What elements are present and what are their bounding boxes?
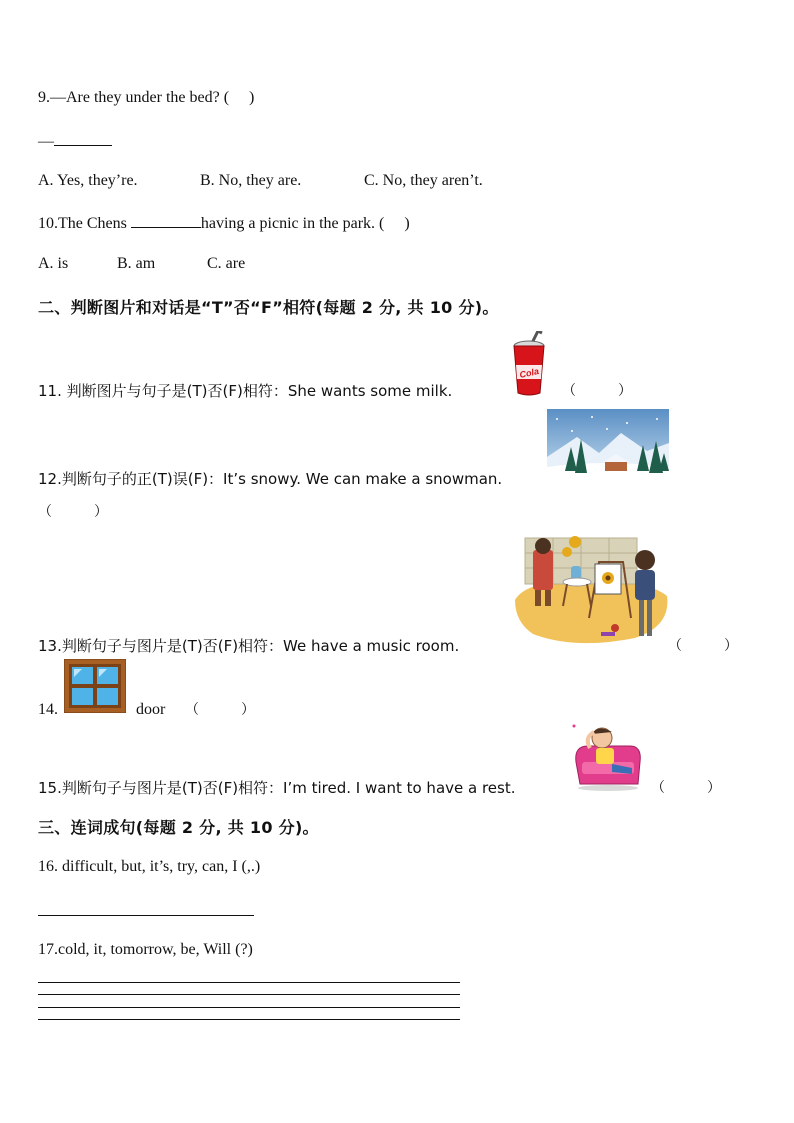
resting-boy-image bbox=[568, 722, 644, 792]
q17-answer-line-2[interactable] bbox=[38, 994, 460, 995]
q10-suffix: having a picnic in the park. ( ) bbox=[200, 215, 410, 232]
q10-option-c: C. are bbox=[207, 255, 246, 272]
q10-prefix: 10.The Chens bbox=[38, 215, 131, 232]
q12-text: 12.判断句子的正(T)误(F)：It’s snowy. We can make a snowman. bbox=[38, 470, 503, 488]
q9-answer-dash: — bbox=[38, 133, 54, 150]
q10-question bbox=[38, 213, 410, 234]
q10-option-b: B. am bbox=[117, 255, 156, 272]
q17-answer-line-1[interactable] bbox=[38, 982, 460, 983]
q17-answer-line-4[interactable] bbox=[38, 1019, 460, 1020]
q12-answer-paren[interactable]: （ ） bbox=[38, 504, 108, 520]
q10-option-a: A. is bbox=[38, 255, 69, 272]
section-2-heading: 二、判断图片和对话是“T”否“F”相符(每题 2 分, 共 10 分)。 bbox=[38, 298, 499, 317]
q16-text: 16. difficult, but, it’s, try, can, I (,.) bbox=[38, 858, 261, 875]
q16-answer-line[interactable] bbox=[38, 915, 254, 916]
q9-option-c: C. No, they aren’t. bbox=[364, 172, 483, 189]
q9-option-b: B. No, they are. bbox=[200, 172, 302, 189]
section-3-heading: 三、连词成句(每题 2 分, 共 10 分)。 bbox=[38, 818, 319, 837]
q17-text: 17.cold, it, tomorrow, be, Will (?) bbox=[38, 941, 253, 958]
window-icon bbox=[64, 659, 126, 713]
q9-answer-line[interactable] bbox=[38, 131, 112, 152]
q9-option-a: A. Yes, they’re. bbox=[38, 172, 138, 189]
q14-word: door bbox=[136, 701, 166, 718]
q11-answer-paren[interactable]: （ ） bbox=[562, 383, 632, 399]
q15-text: 15.判断句子与图片是(T)否(F)相符：I’m tired. I want to have a rest. bbox=[38, 779, 516, 797]
q9-answer-blank[interactable] bbox=[54, 131, 112, 146]
q15-answer-paren[interactable]: （ ） bbox=[651, 780, 721, 796]
q17-answer-line-3[interactable] bbox=[38, 1007, 460, 1008]
art-room-image bbox=[515, 530, 671, 652]
q13-text: 13.判断句子与图片是(T)否(F)相符：We have a music room. bbox=[38, 637, 460, 655]
snowy-landscape-image bbox=[547, 409, 669, 485]
q11-text: 11. 判断图片与句子是(T)否(F)相符：She wants some milk. bbox=[38, 382, 453, 400]
cola-cup-icon bbox=[508, 331, 550, 397]
q9-question: 9.—Are they under the bed? ( ) bbox=[38, 89, 255, 106]
q13-answer-paren[interactable]: （ ） bbox=[668, 638, 738, 654]
q10-blank[interactable] bbox=[131, 213, 201, 228]
q14-number: 14. bbox=[38, 701, 58, 718]
svg-text:Cola: Cola bbox=[518, 366, 540, 380]
q14-answer-paren[interactable]: （ ） bbox=[185, 702, 255, 718]
